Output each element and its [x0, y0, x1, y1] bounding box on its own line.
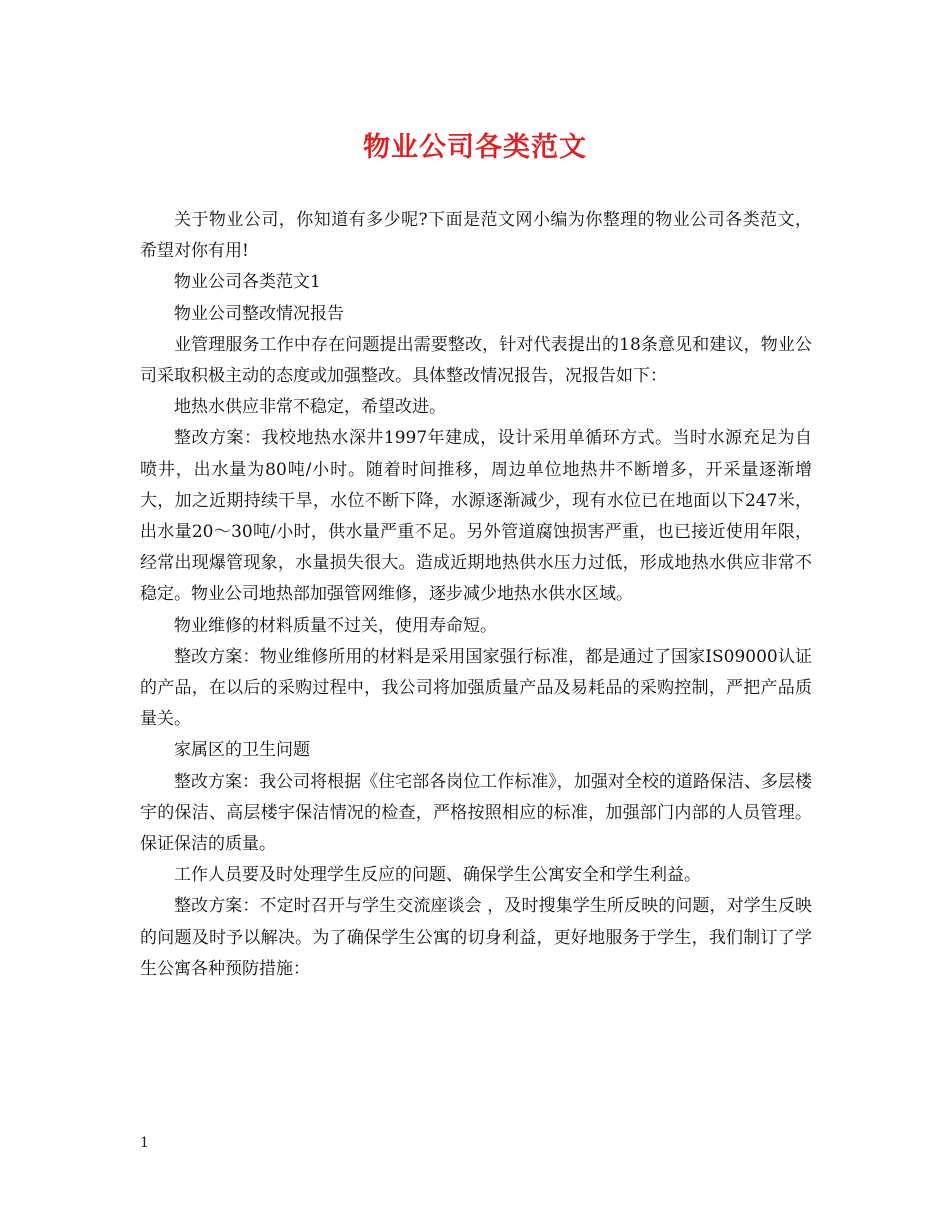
- paragraph-issue-sanitation: 家属区的卫生问题: [174, 740, 310, 761]
- document-title: 物业公司各类范文: [363, 132, 587, 163]
- paragraph-report-intro: 业管理服务工作中存在问题提出需要整改，针对代表提出的18条意见和建议，物业公司采取积极主动的态度或加强整改。具体整改情况报告，况报告如下：: [140, 334, 812, 387]
- paragraph-heading-report: 物业公司整改情况报告: [174, 303, 344, 324]
- paragraph-issue-hot-water: 地热水供应非常不稳定，希望改进。: [174, 397, 446, 418]
- paragraph-issue-staff: 工作人员要及时处理学生反应的问题、确保学生公寓安全和学生利益。: [174, 865, 701, 886]
- paragraph-heading-sample-1: 物业公司各类范文1: [174, 272, 321, 293]
- paragraph-issue-materials: 物业维修的材料质量不过关，使用寿命短。: [174, 615, 497, 636]
- paragraph-plan-hot-water: 整改方案：我校地热水深井1997年建成，设计采用单循环方式。当时水源充足为自喷井，出水量为80吨/小时。随着时间推移，周边单位地热井不断增多，开采量逐渐增大，加之近期持续干旱，水位不断下降，水源逐渐减少，现有水位已在地面以下247米，出水量20～30吨/小时，供水量严重不足。另外管道腐蚀损害严重，也已接近使用年限，经常出现爆管现象，水量损失很大。造成近期地热供水压力过低，形成地热水供应非常不稳定。物业公司地热部加强管网维修，逐步减少地热水供水区域。: [140, 428, 812, 605]
- paragraph-plan-sanitation: 整改方案：我公司将根据《住宅部各岗位工作标准》，加强对全校的道路保洁、多层楼宇的保洁、高层楼宇保洁情况的检查，严格按照相应的标准，加强部门内部的人员管理。保证保洁的质量。: [140, 771, 812, 855]
- document-body: [140, 205, 812, 985]
- page-number: 1: [140, 1135, 149, 1151]
- paragraph-plan-staff: 整改方案：不定时召开与学生交流座谈会 ，及时搜集学生所反映的问题，对学生反映的问题及时予以解决。为了确保学生公寓的切身利益，更好地服务于学生，我们制订了学生公寓各种预防措施：: [140, 896, 812, 979]
- paragraph-intro: 关于物业公司，你知道有多少呢?下面是范文网小编为你整理的物业公司各类范文，希望对你有用!: [140, 210, 812, 262]
- paragraph-plan-materials: 整改方案：物业维修所用的材料是采用国家强行标准，都是通过了国家IS09000认证的产品，在以后的采购过程中，我公司将加强质量产品及易耗品的采购控制，严把产品质量关。: [140, 646, 812, 730]
